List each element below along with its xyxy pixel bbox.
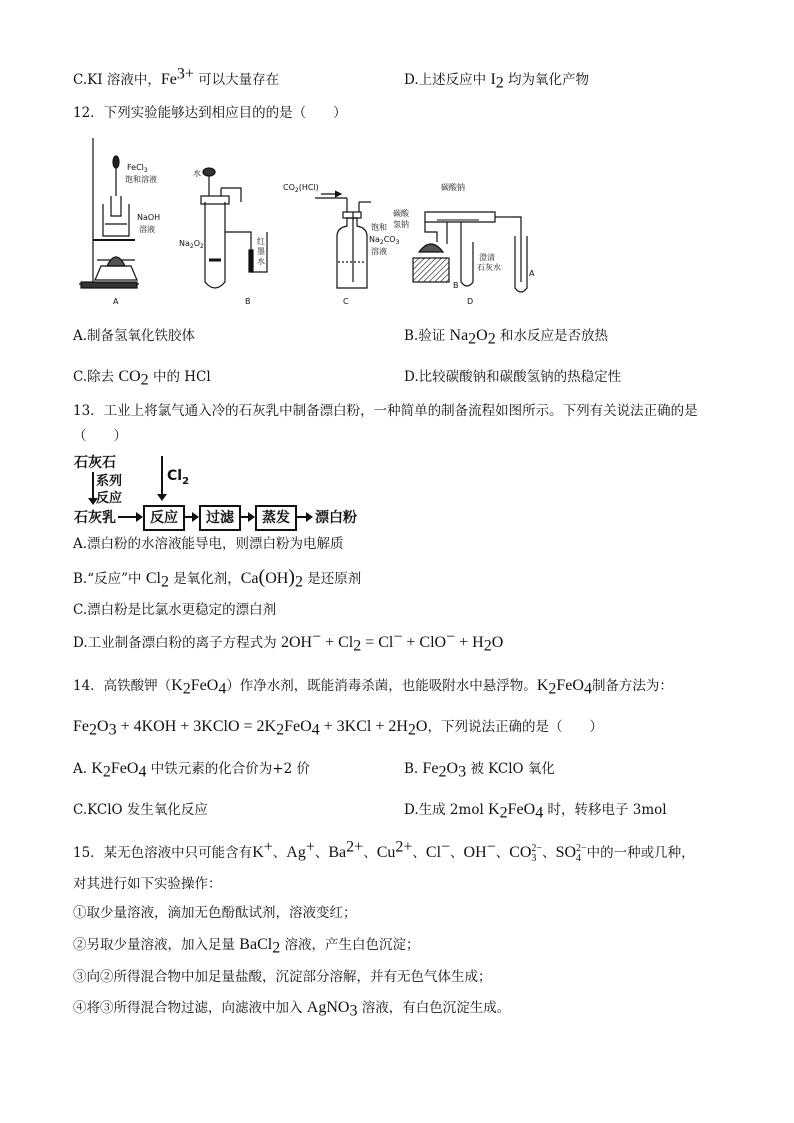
label-na2co3-soln: 溶液 bbox=[371, 247, 387, 256]
figure-a-setup bbox=[79, 138, 139, 288]
ion-item: $Cu^{2+}$ bbox=[376, 838, 413, 861]
q12-option-d: D.比较碳酸钠和碳酸氢钠的热稳定性 bbox=[404, 369, 622, 385]
q13-option-c: C.漂白粉是比氯水更稳定的漂白剂 bbox=[73, 602, 277, 618]
q15-stem-line2: 对其进行如下实验操作： bbox=[73, 876, 222, 892]
flow-series: 系列 bbox=[96, 474, 123, 489]
q13-flow-diagram bbox=[72, 450, 372, 530]
ion-item: CO 2− 3 bbox=[509, 842, 543, 864]
label-c: C bbox=[343, 297, 349, 306]
q14-equation: $Fe_2O_3 + 4KOH$ + 3KClO = $2K_2FeO_4 + 3KCl + 2H_2O$，下列说法正确的是（ ） bbox=[73, 718, 603, 739]
figure-c-setup bbox=[315, 194, 371, 288]
label-na2o2: $Na_2O_2$ bbox=[179, 239, 204, 250]
ion-item: SO 2− 4 bbox=[555, 842, 587, 864]
q14-option-c: C.KClO 发生氧化反应 bbox=[73, 802, 208, 818]
label-tube-a: A bbox=[529, 269, 535, 278]
q13-option-b: B.“反应”中 $Cl_2$ 是氧化剂，$Ca(OH)_2$ 是还原剂 bbox=[73, 566, 362, 591]
flow-limestone: 石灰石 bbox=[74, 455, 116, 471]
q12-option-a: A.制备氢氧化铁胶体 bbox=[73, 328, 196, 344]
q12-apparatus-figure bbox=[75, 132, 545, 310]
ion-item: K+ bbox=[252, 838, 273, 861]
flow-box-filter: 过滤 bbox=[199, 505, 241, 531]
q14-option-d: D.生成 2mol $K_2FeO_4$ 时，转移电子 3mol bbox=[404, 801, 667, 822]
label-na2co3: $Na_2CO_3$ bbox=[369, 235, 400, 246]
flow-bleach: 漂白粉 bbox=[315, 510, 357, 526]
label-nahco3-1: 碳酸 bbox=[393, 209, 409, 218]
q14-option-a: A. $K_2FeO_4$ 中铁元素的化合价为+2 价 bbox=[73, 760, 310, 781]
label-naoh: NaOH bbox=[137, 213, 161, 222]
q11-option-c: C.KI 溶液中，$Fe^{3+}$ 可以大量存在 bbox=[73, 65, 280, 88]
ion-item: OH− bbox=[463, 838, 496, 861]
label-nahco3-2: 氢钠 bbox=[393, 220, 409, 229]
ion-item: $Ba^{2+}$ bbox=[328, 838, 364, 861]
label-d: D bbox=[467, 297, 474, 306]
q14-option-b: B. $Fe_2O_3$ 被 KClO 氧化 bbox=[404, 760, 555, 781]
q13-option-a: A.漂白粉的水溶液能导电，则漂白粉为电解质 bbox=[73, 536, 344, 552]
label-sat: 饱和 bbox=[371, 223, 387, 232]
label-tube-b: B bbox=[453, 281, 459, 290]
q15-step-1: ①取少量溶液，滴加无色酚酞试剂，溶液变红； bbox=[73, 905, 357, 921]
flow-box-evaporate: 蒸发 bbox=[255, 505, 297, 531]
ion-item: Cl− bbox=[425, 838, 451, 861]
label-naoh-soln: 溶液 bbox=[139, 225, 155, 234]
q13-stem-paren: （ ） bbox=[73, 428, 127, 444]
label-co2-hcl: $CO_2(HCl)$ bbox=[283, 183, 319, 194]
label-ink-3: 水 bbox=[257, 257, 265, 266]
q15-step-2: ②另取少量溶液，加入足量 BaCl$_2$ 溶液，产生白色沉淀； bbox=[73, 936, 420, 957]
q13-stem: 13．工业上将氯气通入冷的石灰乳中制备漂白粉，一种简单的制备流程如图所示。下列有关说法正确的是 bbox=[73, 403, 698, 419]
q14-stem: 14．高铁酸钾$(K_2FeO_4)$作净水剂，既能消毒杀菌，也能吸附水中悬浮物。$K_2FeO_4$制备方法为： bbox=[73, 677, 673, 698]
figure-d-setup bbox=[413, 212, 527, 292]
label-ink-1: 红 bbox=[257, 237, 265, 246]
label-fecl3: FeCl$_3$ bbox=[127, 163, 148, 174]
flow-reaction: 反应 bbox=[96, 491, 123, 506]
label-fecl3-sat: 饱和溶液 bbox=[125, 175, 157, 184]
label-a: A bbox=[113, 297, 119, 306]
flow-lime-milk: 石灰乳 bbox=[74, 510, 116, 526]
label-lime-2: 石灰水 bbox=[477, 263, 501, 272]
q12-stem: 12．下列实验能够达到相应目的的是（ ） bbox=[73, 105, 347, 121]
q12-option-b: B.验证 $Na_2O_2$ 和水反应是否放热 bbox=[404, 327, 609, 348]
label-lime-1: 澄清 bbox=[479, 253, 495, 262]
q15-stem: 15．某无色溶液中只可能含有K+、Ag+、$Ba^{2+}$、$Cu^{2+}$、Cl−、OH−、CO 2− 3 、SO 2− 4 中的一种或几种， bbox=[73, 838, 695, 864]
label-na2co3-top: 碳酸钠 bbox=[441, 183, 465, 192]
q11-option-d: D.上述反应中 $I_2$ 均为氧化产物 bbox=[404, 71, 590, 92]
label-water: 水 bbox=[193, 169, 201, 178]
flow-box-reaction: 反应 bbox=[143, 505, 185, 531]
ion-item: Ag+ bbox=[286, 838, 315, 861]
q15-step-3: ③向②所得混合物中加足量盐酸，沉淀部分溶解，并有无色气体生成； bbox=[73, 969, 492, 985]
q15-step-4: ④将③所得混合物过滤，向滤液中加入 AgNO$_3$ 溶液，有白色沉淀生成。 bbox=[73, 999, 511, 1020]
flow-cl2: $Cl_2$ bbox=[167, 468, 190, 487]
q13-option-d: D.工业制备漂白粉的离子方程式为 $2OH^- + Cl_2 = Cl^- + ClO^- + H_2O$ bbox=[73, 628, 504, 655]
figure-b-setup bbox=[201, 168, 267, 288]
q12-option-c: C.除去 $CO_2$ 中的 HCl bbox=[73, 368, 211, 389]
label-ink-2: 墨 bbox=[257, 247, 265, 256]
label-b: B bbox=[245, 297, 251, 306]
q15-ion-list: K+、Ag+、$Ba^{2+}$、$Cu^{2+}$、Cl−、OH−、CO 2− 3 、SO 2− 4 bbox=[252, 838, 587, 864]
